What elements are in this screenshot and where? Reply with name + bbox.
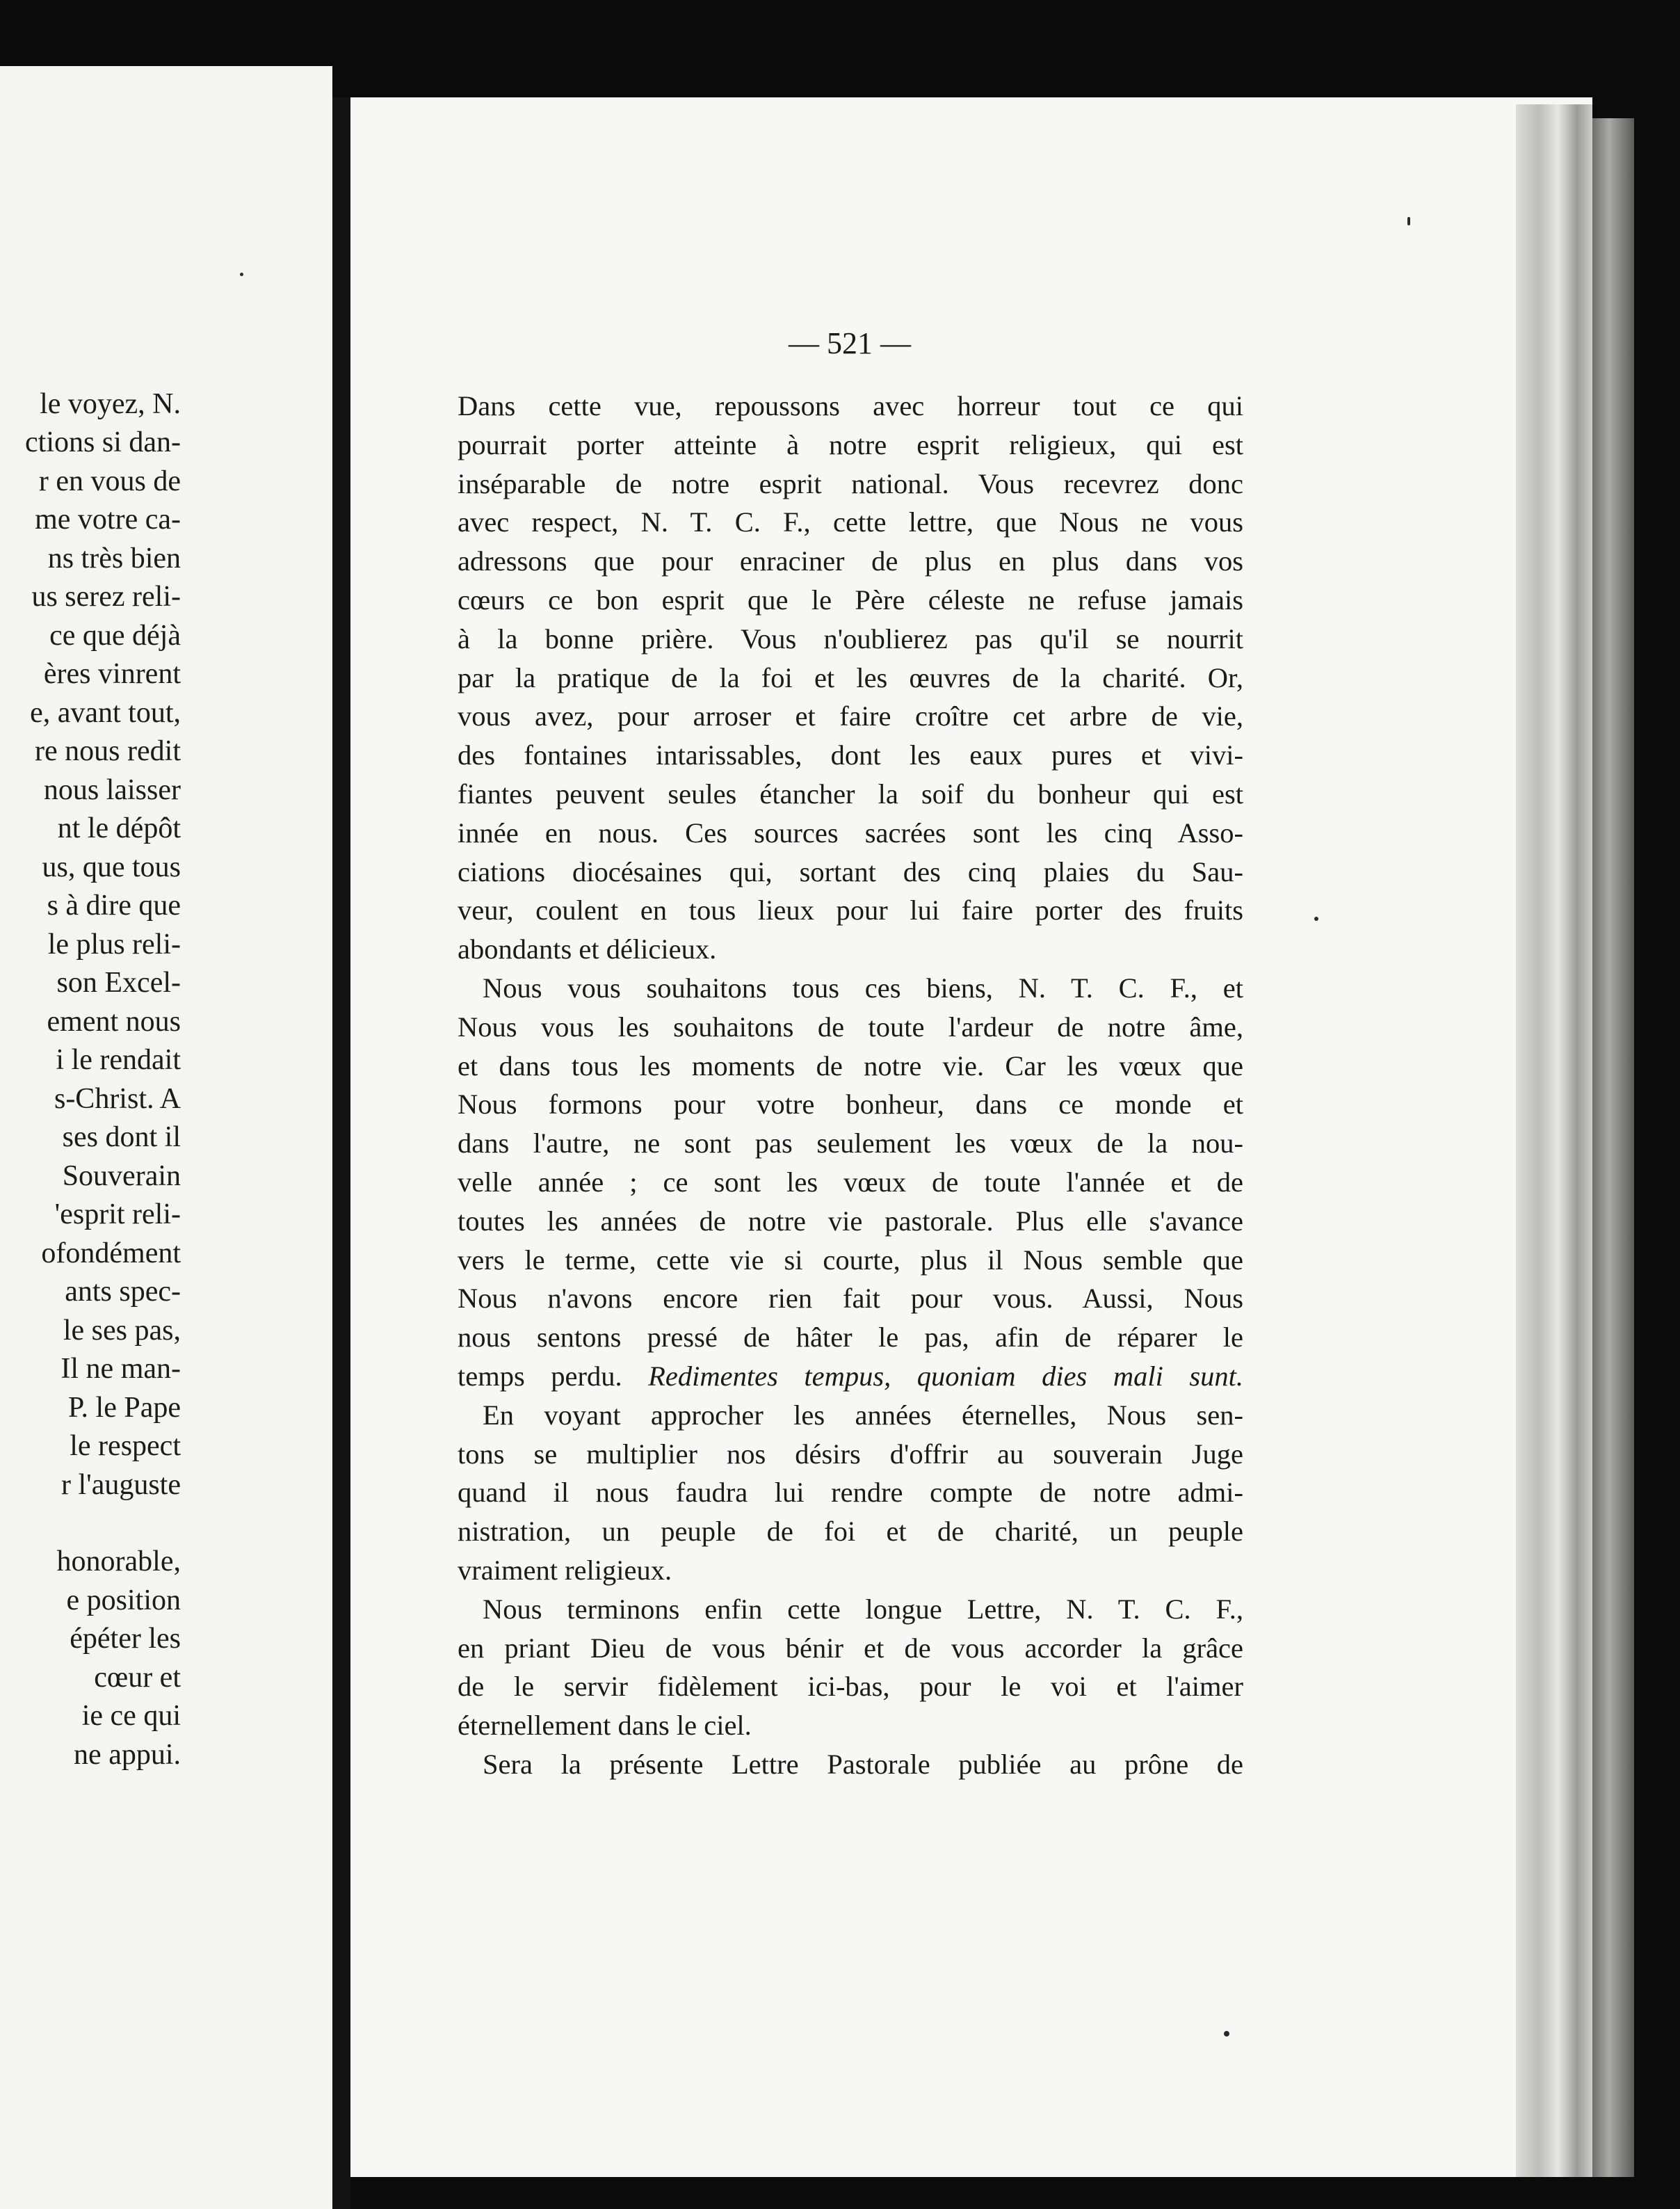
text-line: innée en nous. Ces sources sacrées sont les cinq Asso- [458,817,1243,849]
text-line: vous avez, pour arroser et faire croître cet arbre de vie, [458,700,1243,732]
text-line: des fontaines intarissables, dont les eaux pures et vivi- [458,739,1243,771]
text-line: en priant Dieu de vous bénir et de vous accorder la grâce [458,1632,1243,1664]
text-line: toutes les années de notre vie pastorale. Plus elle s'avance [458,1205,1243,1237]
text-line: tons se multiplier nos désirs d'offrir au souverain Juge [458,1438,1243,1470]
left-line: le respect [70,1430,181,1462]
left-line: épéter les [70,1623,181,1655]
left-line: ses dont il [62,1121,181,1153]
page-edges [1516,104,1592,2177]
text-line: veur, coulent en tous lieux pour lui faire porter des fruits [458,894,1243,926]
left-page [0,66,332,2209]
left-line: ie ce qui [81,1700,181,1732]
text-line: pourrait porter atteinte à notre esprit religieux, qui est [458,428,1243,460]
text-line-with-quote [458,1357,1243,1396]
left-line: nous laisser [43,774,181,806]
left-line: honorable, [56,1545,181,1577]
text-line: Nous formons pour votre bonheur, dans ce monde et [458,1089,1243,1120]
text-line: cœurs ce bon esprit que le Père céleste ne refuse jamais [458,584,1243,616]
left-line: nt le dépôt [57,812,181,844]
left-line: ofondément [41,1237,181,1269]
text-line: fiantes peuvent seules étancher la soif du bonheur qui est [458,778,1243,810]
scan-speck [1314,917,1318,921]
left-line: Souverain [62,1160,181,1192]
text-line: nistration, un peuple de foi et de charité, un peuple [458,1516,1243,1548]
text-line: et dans tous les moments de notre vie. Car les vœux que [458,1050,1243,1082]
left-line: e, avant tout, [30,697,181,729]
left-line: us, que tous [42,851,181,883]
left-line: P. le Pape [67,1392,181,1424]
text-line: quand il nous faudra lui rendre compte de notre admi- [458,1477,1243,1509]
left-line: le voyez, N. [40,388,181,420]
book-cover-edge [1592,118,1634,2177]
text-line: nous sentons pressé de hâter le pas, afin de réparer le [458,1322,1243,1353]
left-line: cœur et [94,1662,181,1694]
left-line: ne appui. [74,1739,181,1771]
latin-quote: Redimentes tempus, quoniam dies mali sunt. [648,1360,1244,1392]
text-line: abondants et délicieux. [458,933,717,965]
left-line: i le rendait [56,1044,181,1076]
left-line: Il ne man- [60,1353,181,1385]
paragraph-start: En voyant approcher les années éternelles, Nous sen- [483,1399,1243,1431]
left-line: ce que déjà [49,620,181,652]
text-line: vraiment religieux. [458,1554,672,1586]
text-line: ciations diocésaines qui, sortant des cinq plaies du Sau- [458,856,1243,887]
left-line: us serez reli- [31,581,181,613]
paragraph-start: Sera la présente Lettre Pastorale publiée au prône de [483,1748,1243,1780]
page-number: — 521 — [789,326,911,360]
body-text [458,387,1243,1784]
scan-speck [240,273,243,276]
text-line: à la bonne prière. Vous n'oublierez pas qu'il se nourrit [458,622,1243,654]
text-line: vers le terme, cette vie si courte, plus il Nous semble que [458,1244,1243,1276]
text-line: adressons que pour enraciner de plus en plus dans vos [458,545,1243,577]
left-line: re nous redit [35,735,181,767]
text-fragment: temps perdu. [458,1360,622,1392]
text-line: Nous vous les souhaitons de toute l'ardeur de notre âme, [458,1011,1243,1043]
left-line: e position [66,1584,181,1616]
left-line: ns très bien [47,543,181,575]
paragraph-start: Nous vous souhaitons tous ces biens, N. T. C. F., et [483,972,1243,1004]
text-line: velle année ; ce sont les vœux de toute l'année et de [458,1166,1243,1198]
left-line: s à dire que [47,890,181,922]
paragraph-start: Nous terminons enfin cette longue Lettre, N. T. C. F., [483,1593,1243,1625]
text-line: de le servir fidèlement ici-bas, pour le voi et l'aimer [458,1671,1243,1703]
text-line: inséparable de notre esprit national. Vous recevrez donc [458,467,1243,499]
left-line: ères vinrent [43,658,181,690]
text-line: éternellement dans le ciel. [458,1710,752,1742]
left-line: son Excel- [56,967,181,999]
text-line: dans l'autre, ne sont pas seulement les vœux de la nou- [458,1127,1243,1159]
text-line: Nous n'avons encore rien fait pour vous. Aussi, Nous [458,1283,1243,1315]
left-line: le ses pas, [63,1315,181,1347]
left-line: r en vous de [38,465,181,497]
scan-speck [1224,2031,1229,2037]
text-line: par la pratique de la foi et les œuvres de la charité. Or, [458,661,1243,693]
left-line: ctions si dan- [25,426,181,458]
left-line: 'esprit reli- [54,1198,181,1230]
left-line: r l'auguste [60,1469,181,1501]
left-line: ement nous [47,1006,181,1038]
left-line: ants spec- [65,1276,181,1308]
text-line: Dans cette vue, repoussons avec horreur tout ce qui [458,390,1243,421]
left-line: me votre ca- [35,504,181,536]
left-line: le plus reli- [47,929,181,961]
book-gutter [332,97,350,2209]
left-line: s-Christ. A [54,1083,181,1115]
text-line: avec respect, N. T. C. F., cette lettre, que Nous ne vous [458,506,1243,538]
scan-speck [1407,217,1410,225]
